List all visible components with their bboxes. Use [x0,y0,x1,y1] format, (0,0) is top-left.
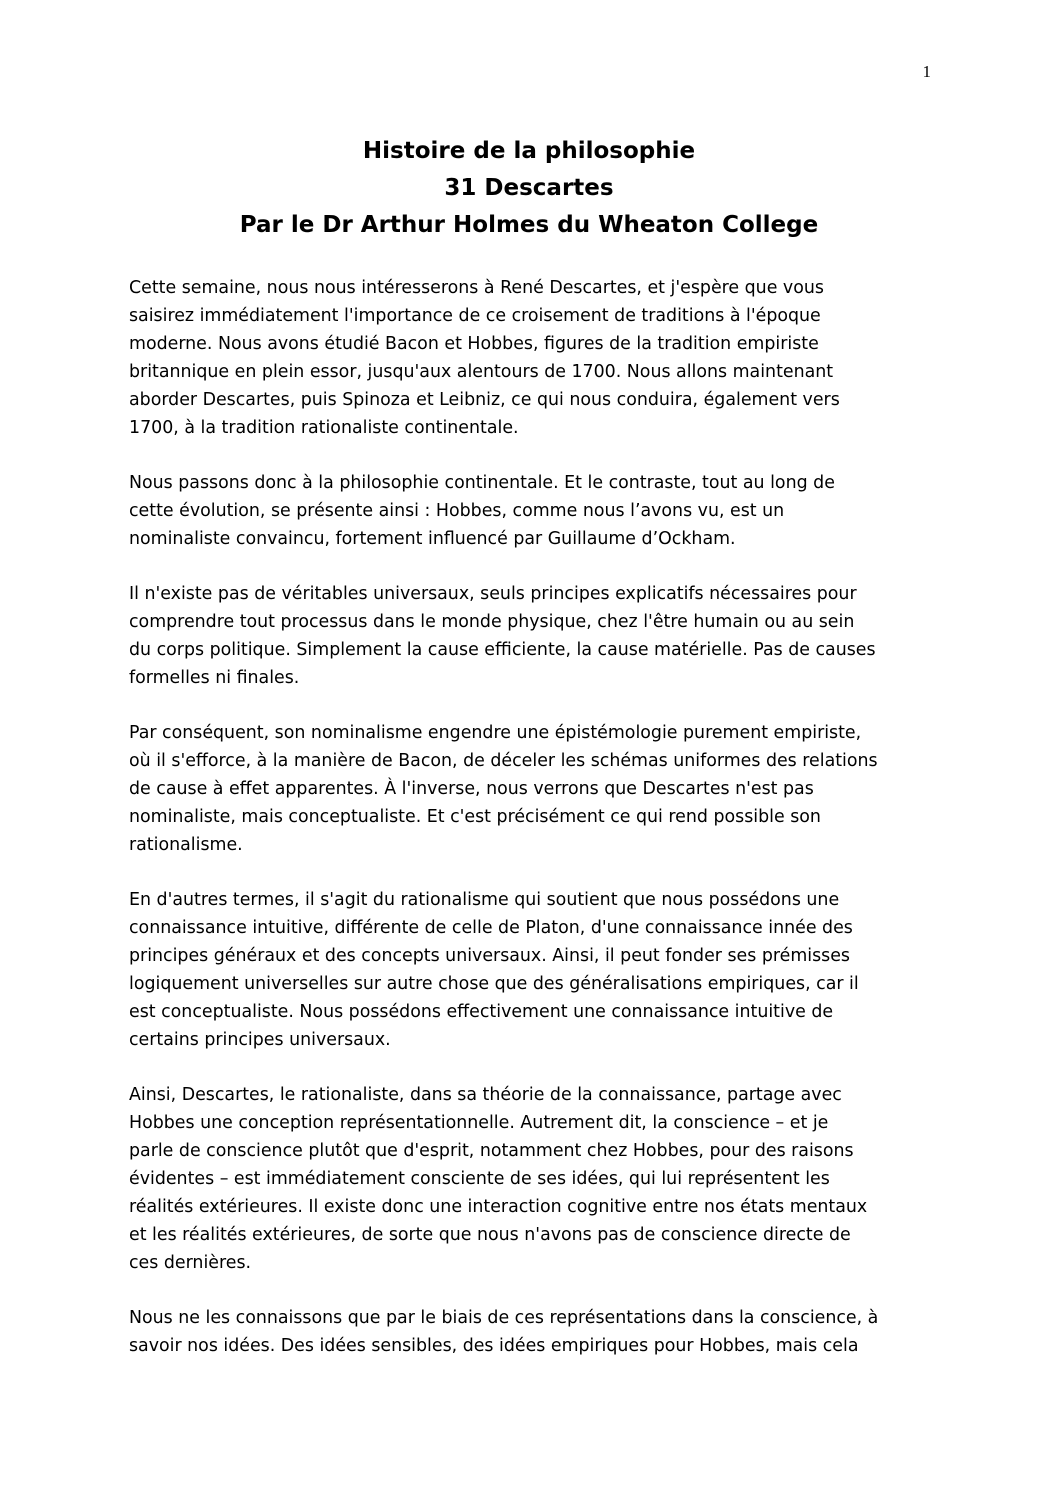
text-line: Hobbes une conception représentationnelle. Autrement dit, la conscience – et je [129,1113,829,1133]
text-line: Cette semaine, nous nous intéresserons à René Descartes, et j'espère que vous [129,278,824,298]
paragraph-5 [129,886,935,1054]
text-line: parle de conscience plutôt que d'esprit, notamment chez Hobbes, pour des raisons [129,1141,854,1161]
paragraph-4 [129,719,935,859]
text-line: saisirez immédiatement l'importance de ce croisement de traditions à l'époque [129,306,821,326]
text-line: de cause à effet apparentes. À l'inverse, nous verrons que Descartes n'est pas [129,779,814,799]
text-line: Il n'existe pas de véritables universaux, seuls principes explicatifs nécessaires pour [129,584,857,604]
text-line: Ainsi, Descartes, le rationaliste, dans sa théorie de la connaissance, partage avec [129,1085,842,1105]
text-line: principes généraux et des concepts universaux. Ainsi, il peut fonder ses prémisses [129,946,850,966]
text-line: Nous ne les connaissons que par le biais de ces représentations dans la conscience, à [129,1308,879,1328]
text-line: savoir nos idées. Des idées sensibles, des idées empiriques pour Hobbes, mais cela [129,1336,859,1356]
text-line: connaissance intuitive, différente de celle de Platon, d'une connaissance innée des [129,918,853,938]
text-line: britannique en plein essor, jusqu'aux alentours de 1700. Nous allons maintenant [129,362,834,382]
paragraph-3 [129,580,935,692]
text-line: formelles ni finales. [129,668,300,688]
text-line: rationalisme. [129,835,243,855]
document-title [0,133,1058,244]
paragraph-2 [129,469,935,553]
text-line: Nous passons donc à la philosophie continentale. Et le contraste, tout au long de [129,473,835,493]
text-line: 1700, à la tradition rationaliste continentale. [129,418,519,438]
paragraph-1 [129,274,935,442]
paragraph-7 [129,1304,935,1360]
text-line: évidentes – est immédiatement consciente de ses idées, qui lui représentent les [129,1169,830,1189]
text-line: et les réalités extérieures, de sorte que nous n'avons pas de conscience directe de [129,1225,851,1245]
text-line: comprendre tout processus dans le monde physique, chez l'être humain ou au sein [129,612,855,632]
text-line: est conceptualiste. Nous possédons effectivement une connaissance intuitive de [129,1002,834,1022]
text-line: ces dernières. [129,1253,252,1273]
text-line: En d'autres termes, il s'agit du rationalisme qui soutient que nous possédons une [129,890,840,910]
paragraph-6 [129,1081,935,1277]
text-line: logiquement universelles sur autre chose que des généralisations empiriques, car il [129,974,859,994]
text-line: du corps politique. Simplement la cause efficiente, la cause matérielle. Pas de causes [129,640,876,660]
document-body [129,274,935,1387]
title-line-lecture: 31 Descartes [444,175,614,201]
text-line: nominaliste convaincu, fortement influencé par Guillaume d’Ockham. [129,529,736,549]
title-line-author: Par le Dr Arthur Holmes du Wheaton College [239,212,819,238]
text-line: nominaliste, mais conceptualiste. Et c'est précisément ce qui rend possible son [129,807,821,827]
page-number: 1 [922,62,931,81]
text-line: moderne. Nous avons étudié Bacon et Hobbes, figures de la tradition empiriste [129,334,819,354]
text-line: où il s'efforce, à la manière de Bacon, de déceler les schémas uniformes des relations [129,751,878,771]
text-line: cette évolution, se présente ainsi : Hobbes, comme nous l’avons vu, est un [129,501,785,521]
text-line: certains principes universaux. [129,1030,391,1050]
title-line-course: Histoire de la philosophie [362,138,696,164]
text-line: réalités extérieures. Il existe donc une interaction cognitive entre nos états mentaux [129,1197,868,1217]
text-line: Par conséquent, son nominalisme engendre une épistémologie purement empiriste, [129,723,862,743]
text-line: aborder Descartes, puis Spinoza et Leibniz, ce qui nous conduira, également vers [129,390,840,410]
